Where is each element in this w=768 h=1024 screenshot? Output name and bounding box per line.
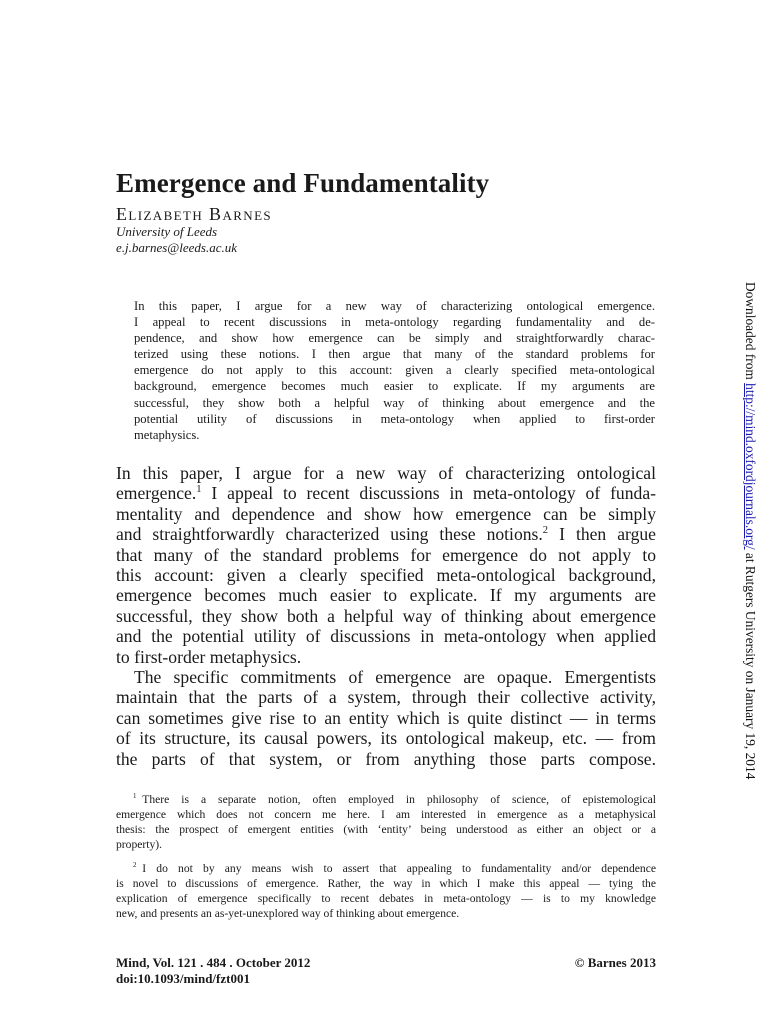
abstract-line: emergence do not apply to this account: given a clearly specified meta-ontological	[134, 363, 655, 378]
footnote-line: emergence which does not concern me here. I am interested in emergence as a metaphysical	[116, 808, 656, 822]
abstract-line: metaphysics.	[134, 427, 200, 442]
abstract	[134, 298, 655, 443]
body-line: and the potential utility of discussions in meta-ontology when applied	[116, 626, 656, 647]
footnote-line: $^1$ There is a separate notion, often employed in philosophy of science, of epistemological	[133, 792, 656, 806]
author-email: e.j.barnes@leeds.ac.uk	[116, 240, 237, 255]
body-line: can sometimes give rise to an entity which is quite distinct — in terms	[116, 707, 656, 728]
footnote-marker: 2	[133, 861, 137, 870]
abstract-line: In this paper, I argue for a new way of characterizing ontological emergence.	[134, 299, 655, 313]
journal-citation: Mind, Vol. 121 . 484 . October 2012	[116, 955, 311, 970]
footnote-ref[interactable]: 2	[542, 525, 549, 537]
body-line: the parts of that system, or from anything those parts compose.	[116, 748, 656, 769]
body-line: this account: given a clearly specified meta-ontological background,	[116, 565, 656, 586]
article-title: Emergence and Fundamentality	[116, 168, 490, 198]
abstract-line: background, emergence becomes much easier to explicate. If my arguments are	[134, 379, 655, 394]
body-line: and straightforwardly characterized using these notions.$^2$ I then argue	[116, 524, 656, 545]
body-line: In this paper, I argue for a new way of characterizing ontological	[116, 463, 656, 483]
abstract-line: terized using these notions. I then argue that many of the standard problems for	[134, 347, 655, 362]
citation-footer	[116, 955, 310, 987]
body-line: successful, they show both a helpful way of thinking about emergence	[116, 605, 656, 626]
body-line: maintain that the parts of a system, through their collective activity,	[116, 687, 656, 708]
body-line: emergence becomes much easier to explicate. If my arguments are	[116, 585, 656, 606]
body-line: mentality and dependence and show how emergence can be simply	[116, 503, 656, 524]
copyright-notice: © Barnes 2013	[574, 955, 656, 970]
body-line: The specific commitments of emergence are opaque. Emergentists	[134, 667, 656, 688]
footnote-marker: 1	[133, 792, 137, 801]
footnote-line: explication of emergence specifically to recent debates in meta-ontology — is to my knowledge	[116, 892, 656, 906]
footnote-line: property).	[116, 838, 163, 852]
abstract-line: successful, they show both a helpful way of thinking about emergence and the	[134, 395, 655, 410]
abstract-line: I appeal to recent discussions in meta-ontology regarding fundamentality and de-	[134, 315, 655, 330]
author-affiliation: University of Leeds	[116, 224, 218, 239]
body-line: of its structure, its causal powers, its ontological makeup, etc. — from	[116, 728, 656, 749]
body-text	[116, 463, 656, 769]
author-name: Elizabeth Barnes	[116, 204, 273, 224]
body-line: emergence.$^1$ I appeal to recent discussions in meta-ontology of funda-	[116, 483, 656, 504]
download-watermark: Downloaded from http://mind.oxfordjournals.org/ at Rutgers University on January 19, 2014	[743, 282, 758, 780]
footnote-1	[116, 792, 656, 852]
doi: doi:10.1093/mind/fzt001	[116, 971, 250, 986]
footnote-line: $^2$ I do not by any means wish to assert that appealing to fundamentality and/or dependence	[133, 861, 656, 875]
footnote-line: thesis: the prospect of emergent entities (with ‘entity’ being understood as either an object or a	[116, 823, 656, 837]
abstract-line: pendence, and show how emergence can be simply and straightforwardly charac-	[134, 331, 655, 346]
abstract-line: potential utility of discussions in meta-ontology when applied to first-order	[134, 411, 655, 426]
footnote-ref[interactable]: 1	[196, 484, 202, 496]
body-line: that many of the standard problems for emergence do not apply to	[116, 544, 656, 565]
footnote-2	[116, 861, 656, 921]
body-line: to first-order metaphysics.	[116, 646, 302, 667]
footnote-line: new, and presents an as-yet-unexplored way of thinking about emergence.	[116, 907, 460, 921]
footnote-line: is novel to discussions of emergence. Rather, the way in which I make this appeal — tying the	[116, 877, 656, 891]
journal-link[interactable]: http://mind.oxfordjournals.org/	[743, 383, 758, 550]
